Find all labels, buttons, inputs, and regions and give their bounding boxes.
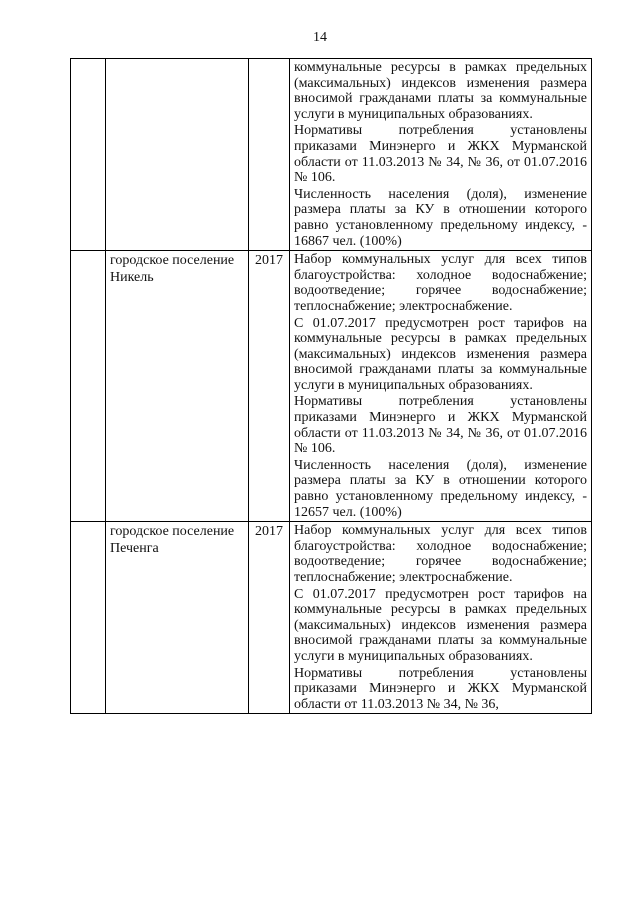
- year-cell: [249, 59, 290, 251]
- table-row: [71, 522, 592, 714]
- description-paragraph: коммунальные ресурсы в рамках предельных (максимальных) индексов изменения размера вносимой гражданами платы за коммунальные услуги в муниципальных образованиях.: [294, 60, 587, 122]
- description-cell: [290, 522, 592, 714]
- description-paragraph: Нормативы потребления установлены приказами Минэнерго и ЖКХ Мурманской области от 11.03.2013 № 34, № 36, от 01.07.2016 № 106.: [294, 123, 587, 186]
- description-cell: [290, 251, 592, 522]
- table-body: [71, 59, 592, 714]
- description-paragraph: Численность населения (доля), изменение размера платы за КУ в отношении которого равно установленному предельному индексу, - 12657 чел. (100%): [294, 457, 587, 520]
- description-paragraph: Нормативы потребления установлены приказами Минэнерго и ЖКХ Мурманской области от 11.03.2013 № 34, № 36, от 01.07.2016 № 106.: [294, 394, 587, 457]
- municipality-cell: городское поселение Никель: [106, 251, 249, 522]
- description-paragraph: Численность населения (доля), изменение размера платы за КУ в отношении которого равно установленному предельному индексу, - 16867 чел. (100%): [294, 186, 587, 249]
- description-paragraph: Набор коммунальных услуг для всех типов благоустройства: холодное водоснабжение; водоотведение; горячее водоснабжение; теплоснабжение; электроснабжение.: [294, 252, 587, 314]
- table-row: [71, 251, 592, 522]
- municipality-cell: городское поселение Печенга: [106, 522, 249, 714]
- table-row: [71, 59, 592, 251]
- description-paragraph: Набор коммунальных услуг для всех типов благоустройства: холодное водоснабжение; водоотведение; горячее водоснабжение; теплоснабжение; электроснабжение.: [294, 523, 587, 585]
- municipality-cell: [106, 59, 249, 251]
- page-number: 14: [313, 30, 327, 45]
- year-cell: 2017: [249, 522, 290, 714]
- description-paragraph: С 01.07.2017 предусмотрен рост тарифов на коммунальные ресурсы в рамках предельных (максимальных) индексов изменения размера вносимой гражданами платы за коммунальные услуги в муниципальных образованиях.: [294, 315, 587, 393]
- index-cell: [71, 522, 106, 714]
- year-cell: 2017: [249, 251, 290, 522]
- description-paragraph: Нормативы потребления установлены приказами Минэнерго и ЖКХ Мурманской области от 11.03.2013 № 34, № 36,: [294, 665, 587, 712]
- index-cell: [71, 251, 106, 522]
- description-cell: [290, 59, 592, 251]
- description-paragraph: С 01.07.2017 предусмотрен рост тарифов на коммунальные ресурсы в рамках предельных (максимальных) индексов изменения размера вносимой гражданами платы за коммунальные услуги в муниципальных образованиях.: [294, 586, 587, 664]
- tariff-table: [70, 58, 592, 714]
- index-cell: [71, 59, 106, 251]
